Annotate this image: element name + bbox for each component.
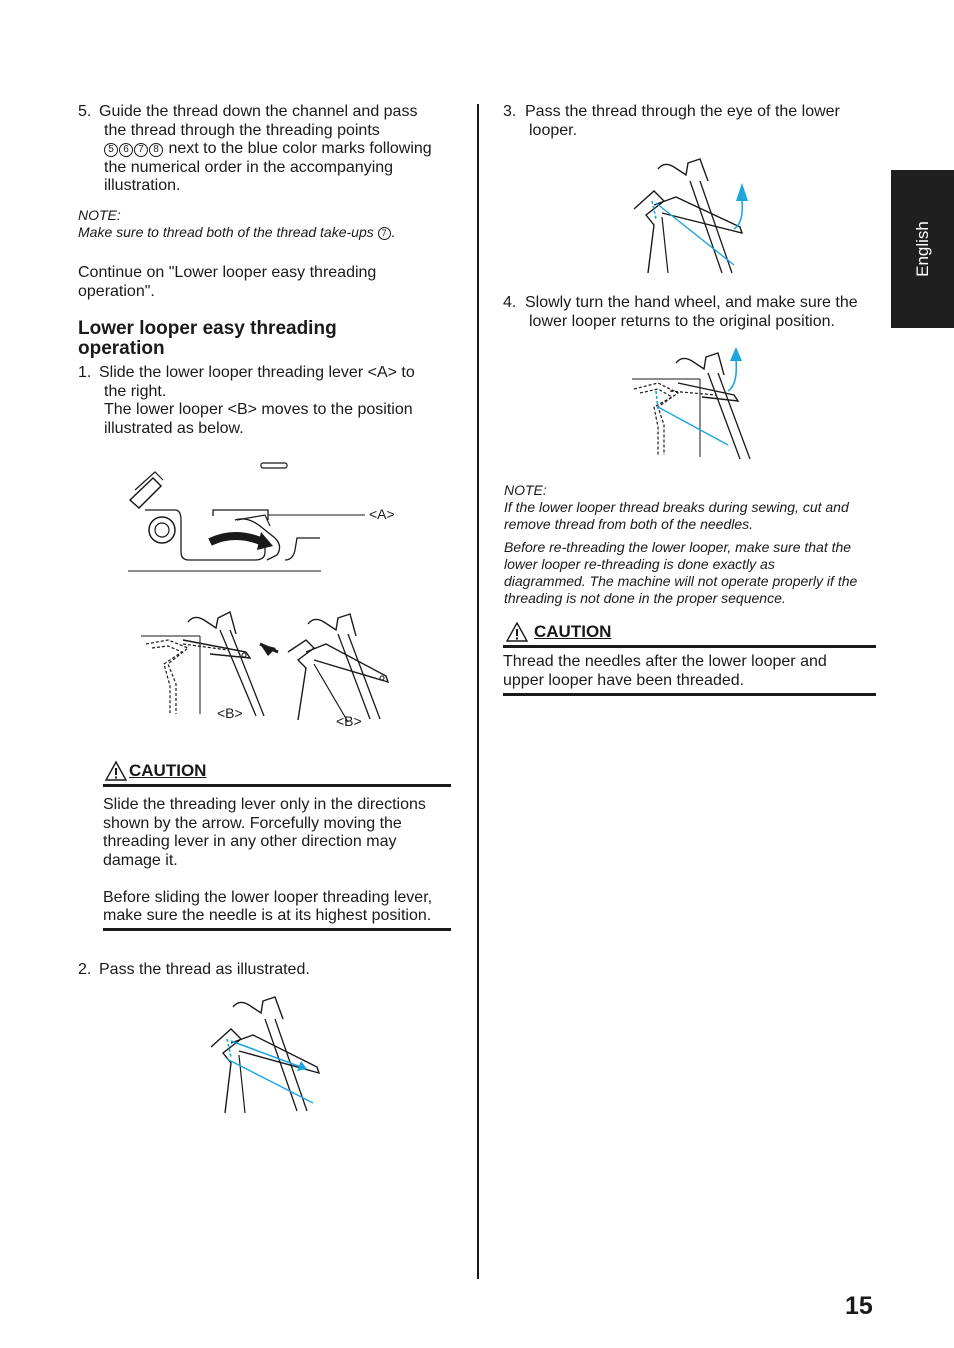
note-text (78, 224, 396, 241)
warning-triangle-icon (506, 622, 528, 642)
step-2 (78, 961, 458, 981)
step-line: illustration. (104, 177, 181, 194)
step-line: Guide the thread down the channel and pass (99, 103, 418, 120)
caution-rule-top (103, 784, 451, 787)
label-b-right: <B> (336, 713, 362, 729)
step-line: The lower looper <B> moves to the position (104, 401, 413, 418)
note-line: diagrammed. The machine will not operate properly if the (504, 573, 858, 589)
marker-8: 8 (149, 143, 163, 157)
step-number: 2. (78, 961, 92, 978)
lever-illustration (125, 460, 405, 575)
step-line: Slide the lower looper threading lever <A> to (99, 364, 415, 381)
step-line: looper. (529, 121, 578, 139)
caution-line: damage it. (103, 851, 178, 869)
caution-title: CAUTION (129, 761, 207, 780)
step-3 (503, 103, 883, 143)
step-line: the thread through the threading points (104, 121, 380, 139)
note-text-body: Make sure to thread both of the thread take-ups (78, 224, 374, 240)
note-line: Before re-threading the lower looper, make sure that the (504, 539, 852, 555)
caution-line: Before sliding the lower looper threading lever, (103, 888, 433, 906)
step-line: illustrated as below. (104, 419, 244, 437)
language-tab-label: English (912, 221, 932, 277)
section-heading: operation (78, 338, 165, 359)
note-line: threading is not done in the proper sequence. (504, 590, 786, 606)
marker-6: 6 (119, 143, 133, 157)
label-b-left: <B> (217, 705, 243, 721)
caution-line: make sure the needle is at its highest position. (103, 907, 432, 924)
warning-triangle-icon (105, 761, 127, 781)
step-line: the right. (104, 382, 167, 400)
step-line: Slowly turn the hand wheel, and make sure the (525, 294, 858, 311)
step-number: 5. (78, 103, 92, 120)
note-text (504, 499, 884, 607)
continue-text: Continue on "Lower looper easy threading (78, 264, 377, 281)
step-number: 3. (503, 103, 517, 120)
note-label: NOTE: (504, 482, 547, 498)
note-label: NOTE: (78, 207, 121, 223)
note-text-end: . (391, 224, 396, 240)
caution-line: Thread the needles after the lower looper and (503, 653, 827, 670)
step-5 (78, 103, 458, 198)
note-line: If the lower looper thread breaks during sewing, cut and (504, 499, 849, 515)
continue-text: operation". (78, 282, 155, 300)
step-line: Pass the thread as illustrated. (99, 961, 310, 978)
marker-5: 5 (104, 143, 118, 157)
thread-path-illustration (205, 995, 325, 1115)
caution-line: Slide the threading lever only in the directions (103, 796, 426, 813)
note-line: remove thread from both of the needles. (504, 516, 754, 532)
step-number: 4. (503, 294, 517, 311)
column-divider (477, 104, 479, 1279)
step-line (104, 140, 432, 159)
caution-text (503, 653, 876, 690)
label-a: <A> (369, 506, 395, 522)
language-tab (891, 170, 954, 328)
looper-return-illustration (630, 345, 755, 460)
step-number: 1. (78, 364, 92, 381)
section-heading: Lower looper easy threading (78, 318, 337, 339)
caution-line: threading lever in any other direction may (103, 833, 397, 850)
marker-7: 7 (378, 227, 391, 240)
page-number: 15 (845, 1292, 873, 1320)
step-line: lower looper returns to the original position. (529, 312, 835, 330)
caution-text (103, 796, 451, 926)
step-1 (78, 364, 458, 444)
step-line: Pass the thread through the eye of the lower (525, 103, 840, 120)
caution-rule-bottom (103, 928, 451, 931)
step-4 (503, 294, 883, 334)
looper-eye-illustration (628, 155, 753, 275)
marker-7: 7 (134, 143, 148, 157)
step-line: the numerical order in the accompanying (104, 158, 394, 176)
note-line: lower looper re-threading is done exactly as (504, 556, 775, 572)
caution-line: upper looper have been threaded. (503, 671, 745, 689)
caution-line: shown by the arrow. Forcefully moving the (103, 814, 402, 832)
step-line-rest: next to the blue color marks following (164, 140, 432, 157)
looper-position-illustration (138, 604, 398, 726)
caution-rule-top (503, 645, 876, 648)
caution-rule-bottom (503, 693, 876, 696)
caution-title: CAUTION (534, 622, 612, 641)
